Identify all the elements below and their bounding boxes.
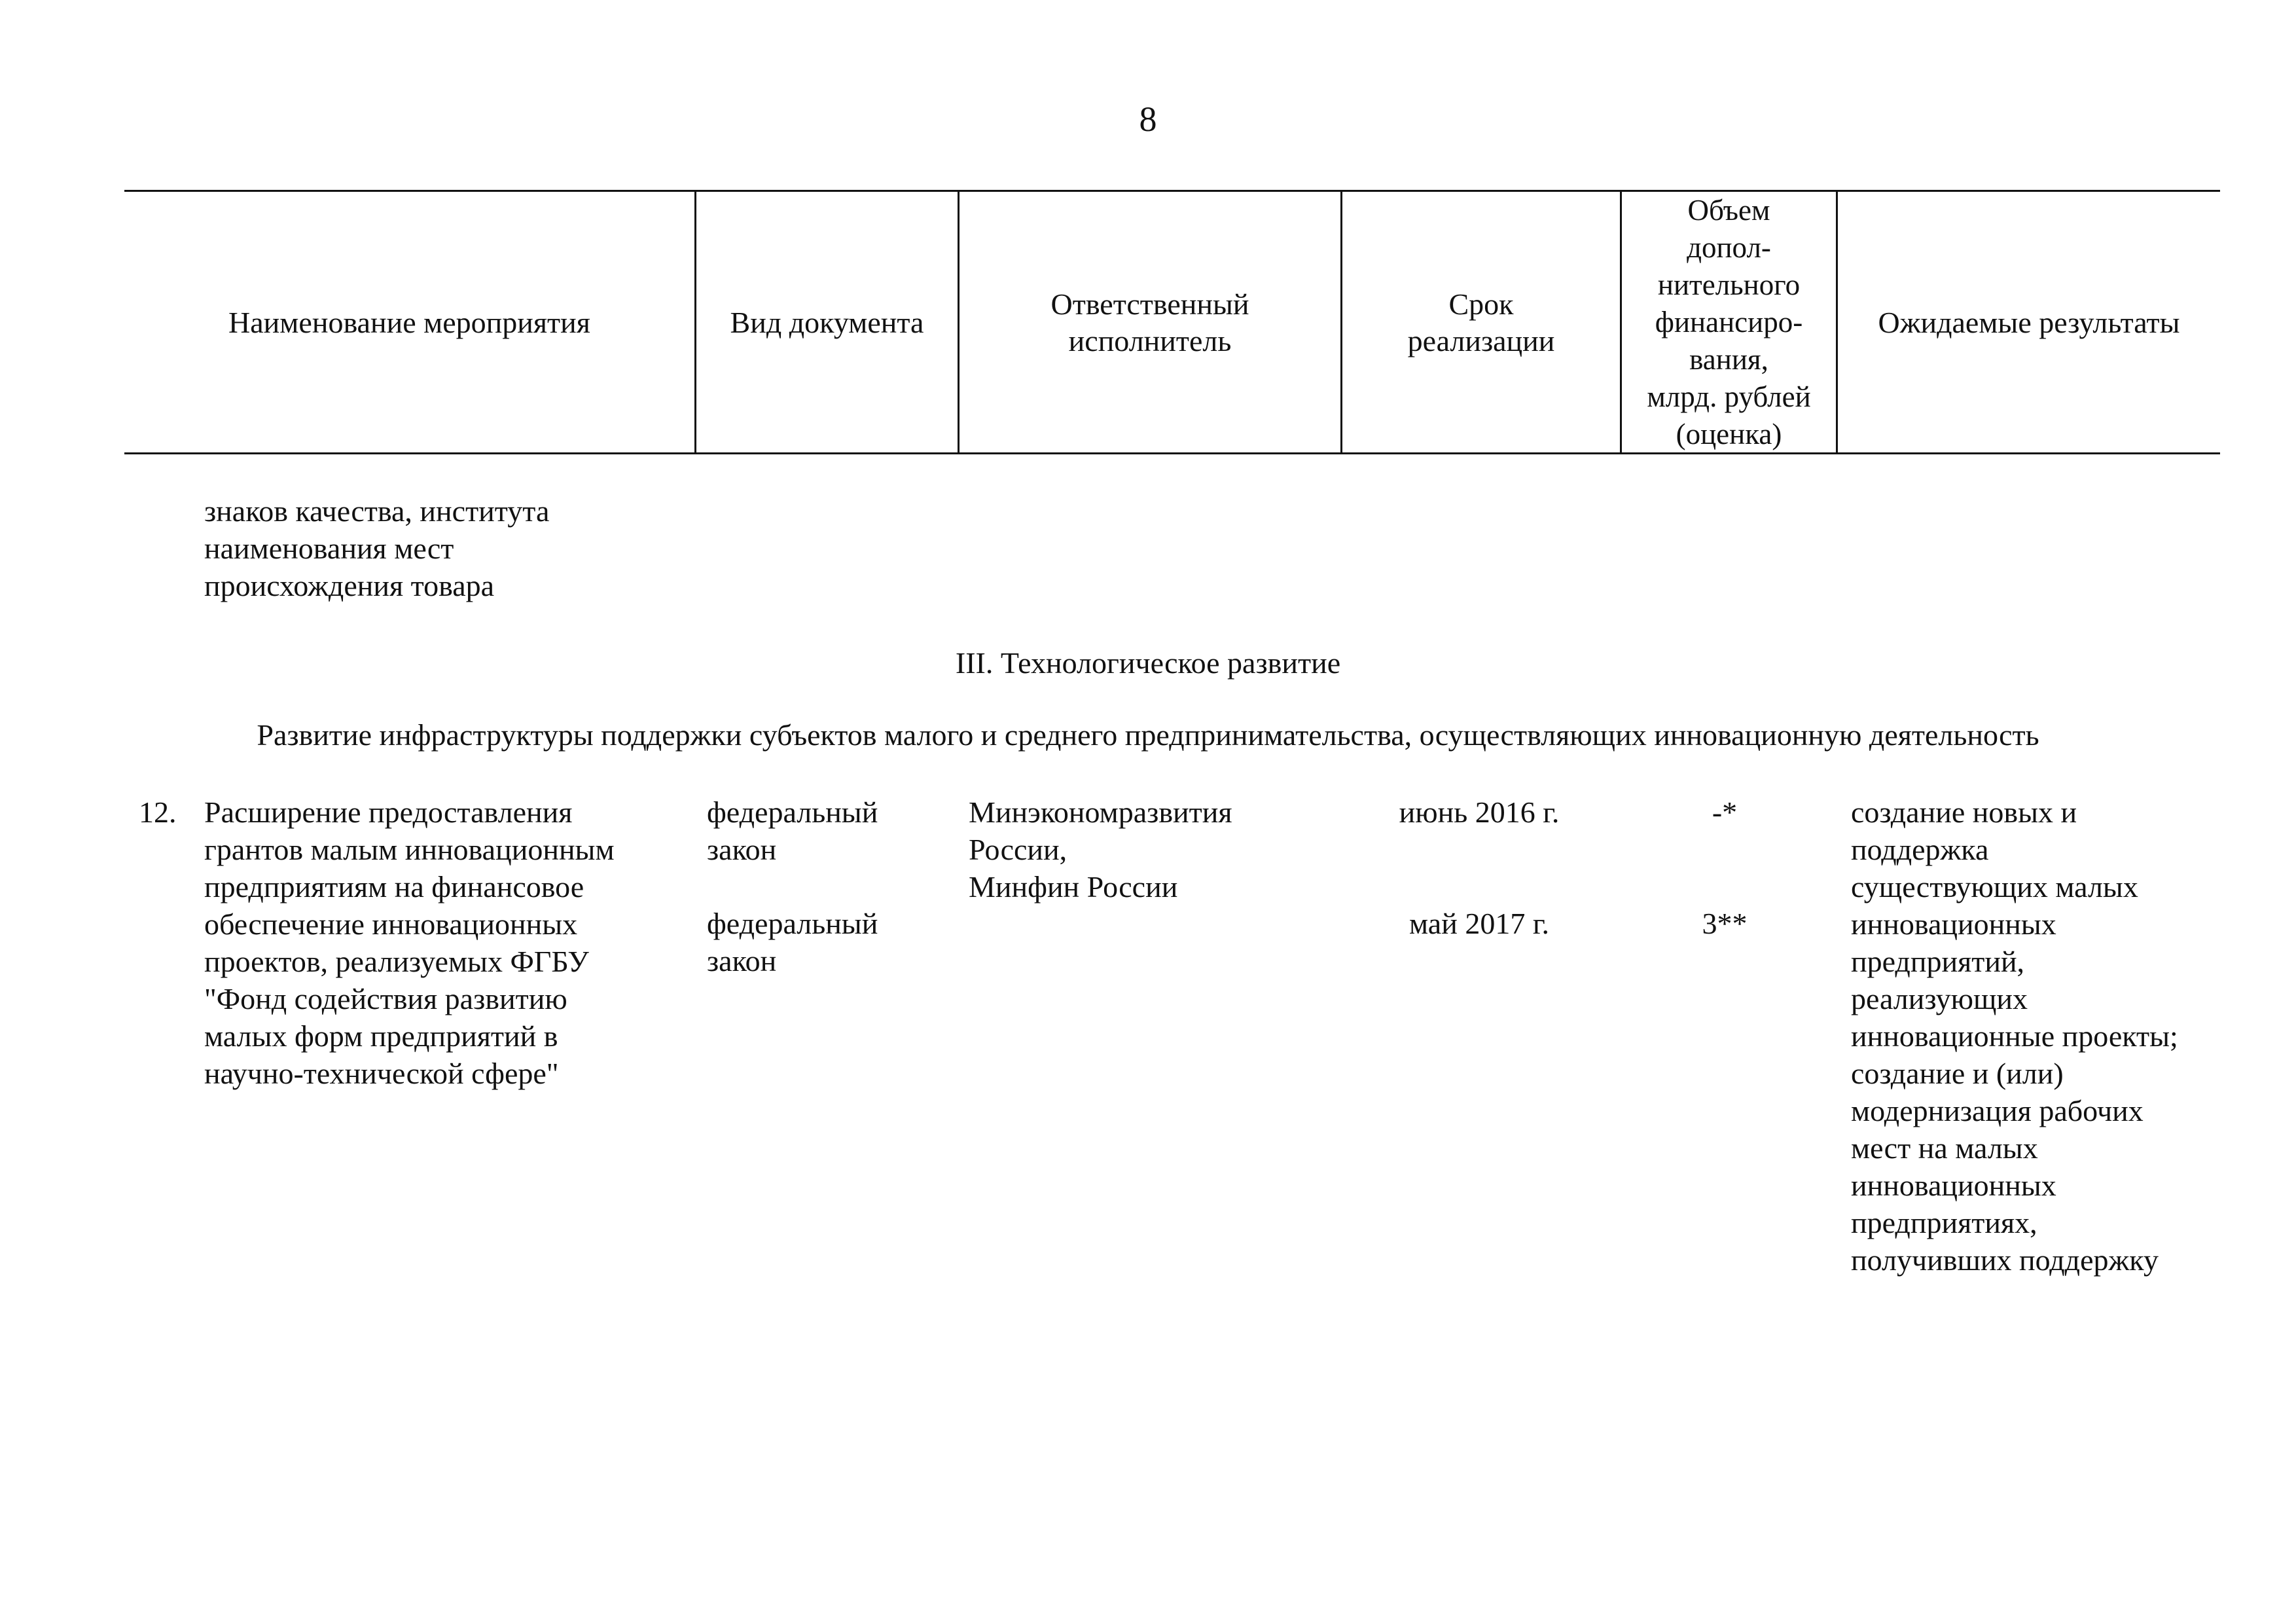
page-number: 8 (1139, 100, 1157, 139)
continuation-text: знаков качества, института наименования мест происхождения товара (204, 494, 550, 602)
header-cell-doc-type: Вид документа (694, 192, 958, 453)
header-cell-financing: Объем допол- нительного финансиро- вания, млрд. рублей (оценка) (1620, 192, 1836, 453)
header-cell-executor: Ответственный исполнитель (958, 192, 1340, 453)
header-cell-term: Срок реализации (1340, 192, 1620, 453)
header-cell-results: Ожидаемые результаты (1836, 192, 2220, 453)
row-term-2: май 2017 г. (1408, 907, 1549, 940)
row-executor: Минэкономразвития России, Минфин России (969, 795, 1232, 903)
row-financing-1: -* (1712, 795, 1738, 829)
row-term-1: июнь 2016 г. (1399, 795, 1560, 829)
row-results: создание новых и поддержка существующих малых инновационных предприятий, реализующих инновационные проекты; создание и (или) модернизация рабочих мест на малых инновационных предприятиях, получивших поддержку (1851, 795, 2178, 1277)
section-heading: III. Технологическое развитие (955, 646, 1341, 680)
row-number: 12. (139, 795, 177, 829)
row-event-name: Расширение предоставления грантов малым инновационным предприятиям на финансовое обеспечение инновационных проектов, реализуемых ФГБУ "Фонд содействия развитию малых форм предприятий в научно-технической сфере" (204, 795, 615, 1090)
header-cell-name: Наименование мероприятия (228, 305, 590, 339)
row-financing-2: 3** (1702, 907, 1748, 940)
subsection-heading: Развитие инфраструктуры поддержки субъектов малого и среднего предпринимательства, осуществляющих инновационную деятельность (257, 718, 2039, 752)
table-header (124, 190, 2220, 454)
row-doc-type-1: федеральный закон (707, 795, 878, 866)
row-doc-type-2: федеральный закон (707, 907, 878, 977)
